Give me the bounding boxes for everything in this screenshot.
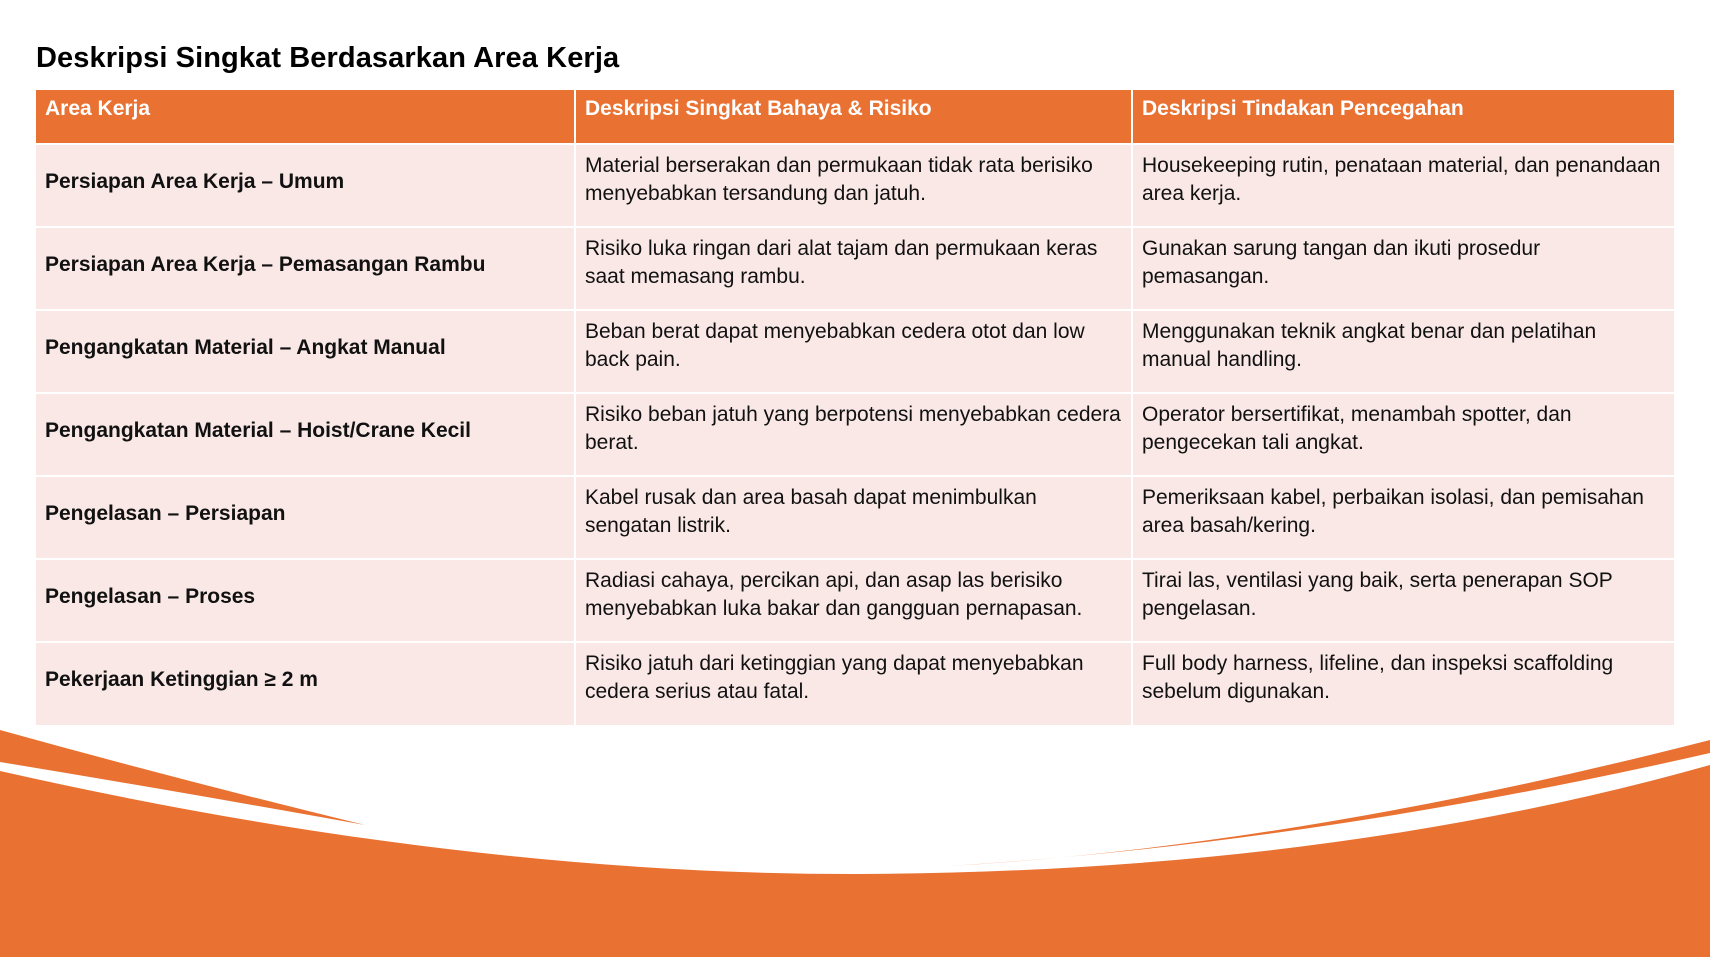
wave-main-body <box>0 765 1710 957</box>
header-deskripsi-bahaya: Deskripsi Singkat Bahaya & Risiko <box>575 90 1132 144</box>
risk-table <box>36 90 1674 725</box>
cell-bahaya-risiko: Radiasi cahaya, percikan api, dan asap las berisiko menyebabkan luka bakar dan gangguan pernapasan. <box>575 559 1132 642</box>
table-row <box>36 310 1674 393</box>
bottom-wave-decoration <box>0 700 1710 957</box>
cell-pencegahan: Pemeriksaan kabel, perbaikan isolasi, dan pemisahan area basah/kering. <box>1132 476 1674 559</box>
header-tindakan-pencegahan: Deskripsi Tindakan Pencegahan <box>1132 90 1674 144</box>
cell-pencegahan: Menggunakan teknik angkat benar dan pelatihan manual handling. <box>1132 310 1674 393</box>
cell-area-kerja: Pengangkatan Material – Angkat Manual <box>36 310 575 393</box>
cell-area-kerja: Pengelasan – Persiapan <box>36 476 575 559</box>
cell-pencegahan: Full body harness, lifeline, dan inspeksi scaffolding sebelum digunakan. <box>1132 642 1674 725</box>
cell-area-kerja: Persiapan Area Kerja – Umum <box>36 144 575 227</box>
table-row <box>36 476 1674 559</box>
cell-bahaya-risiko: Beban berat dapat menyebabkan cedera otot dan low back pain. <box>575 310 1132 393</box>
cell-area-kerja: Pekerjaan Ketinggian ≥ 2 m <box>36 642 575 725</box>
cell-bahaya-risiko: Risiko luka ringan dari alat tajam dan permukaan keras saat memasang rambu. <box>575 227 1132 310</box>
header-area-kerja: Area Kerja <box>36 90 575 144</box>
cell-pencegahan: Operator bersertifikat, menambah spotter, dan pengecekan tali angkat. <box>1132 393 1674 476</box>
table-row <box>36 393 1674 476</box>
cell-bahaya-risiko: Risiko beban jatuh yang berpotensi menyebabkan cedera berat. <box>575 393 1132 476</box>
page-title: Deskripsi Singkat Berdasarkan Area Kerja <box>36 42 620 74</box>
cell-pencegahan: Tirai las, ventilasi yang baik, serta penerapan SOP pengelasan. <box>1132 559 1674 642</box>
table-row <box>36 227 1674 310</box>
cell-area-kerja: Pengelasan – Proses <box>36 559 575 642</box>
cell-bahaya-risiko: Risiko jatuh dari ketinggian yang dapat menyebabkan cedera serius atau fatal. <box>575 642 1132 725</box>
cell-area-kerja: Persiapan Area Kerja – Pemasangan Rambu <box>36 227 575 310</box>
cell-pencegahan: Housekeeping rutin, penataan material, dan penandaan area kerja. <box>1132 144 1674 227</box>
table-row <box>36 144 1674 227</box>
cell-bahaya-risiko: Kabel rusak dan area basah dapat menimbulkan sengatan listrik. <box>575 476 1132 559</box>
cell-area-kerja: Pengangkatan Material – Hoist/Crane Kecil <box>36 393 575 476</box>
cell-bahaya-risiko: Material berserakan dan permukaan tidak rata berisiko menyebabkan tersandung dan jatuh. <box>575 144 1132 227</box>
table-row <box>36 559 1674 642</box>
table-header-row <box>36 90 1674 144</box>
cell-pencegahan: Gunakan sarung tangan dan ikuti prosedur pemasangan. <box>1132 227 1674 310</box>
